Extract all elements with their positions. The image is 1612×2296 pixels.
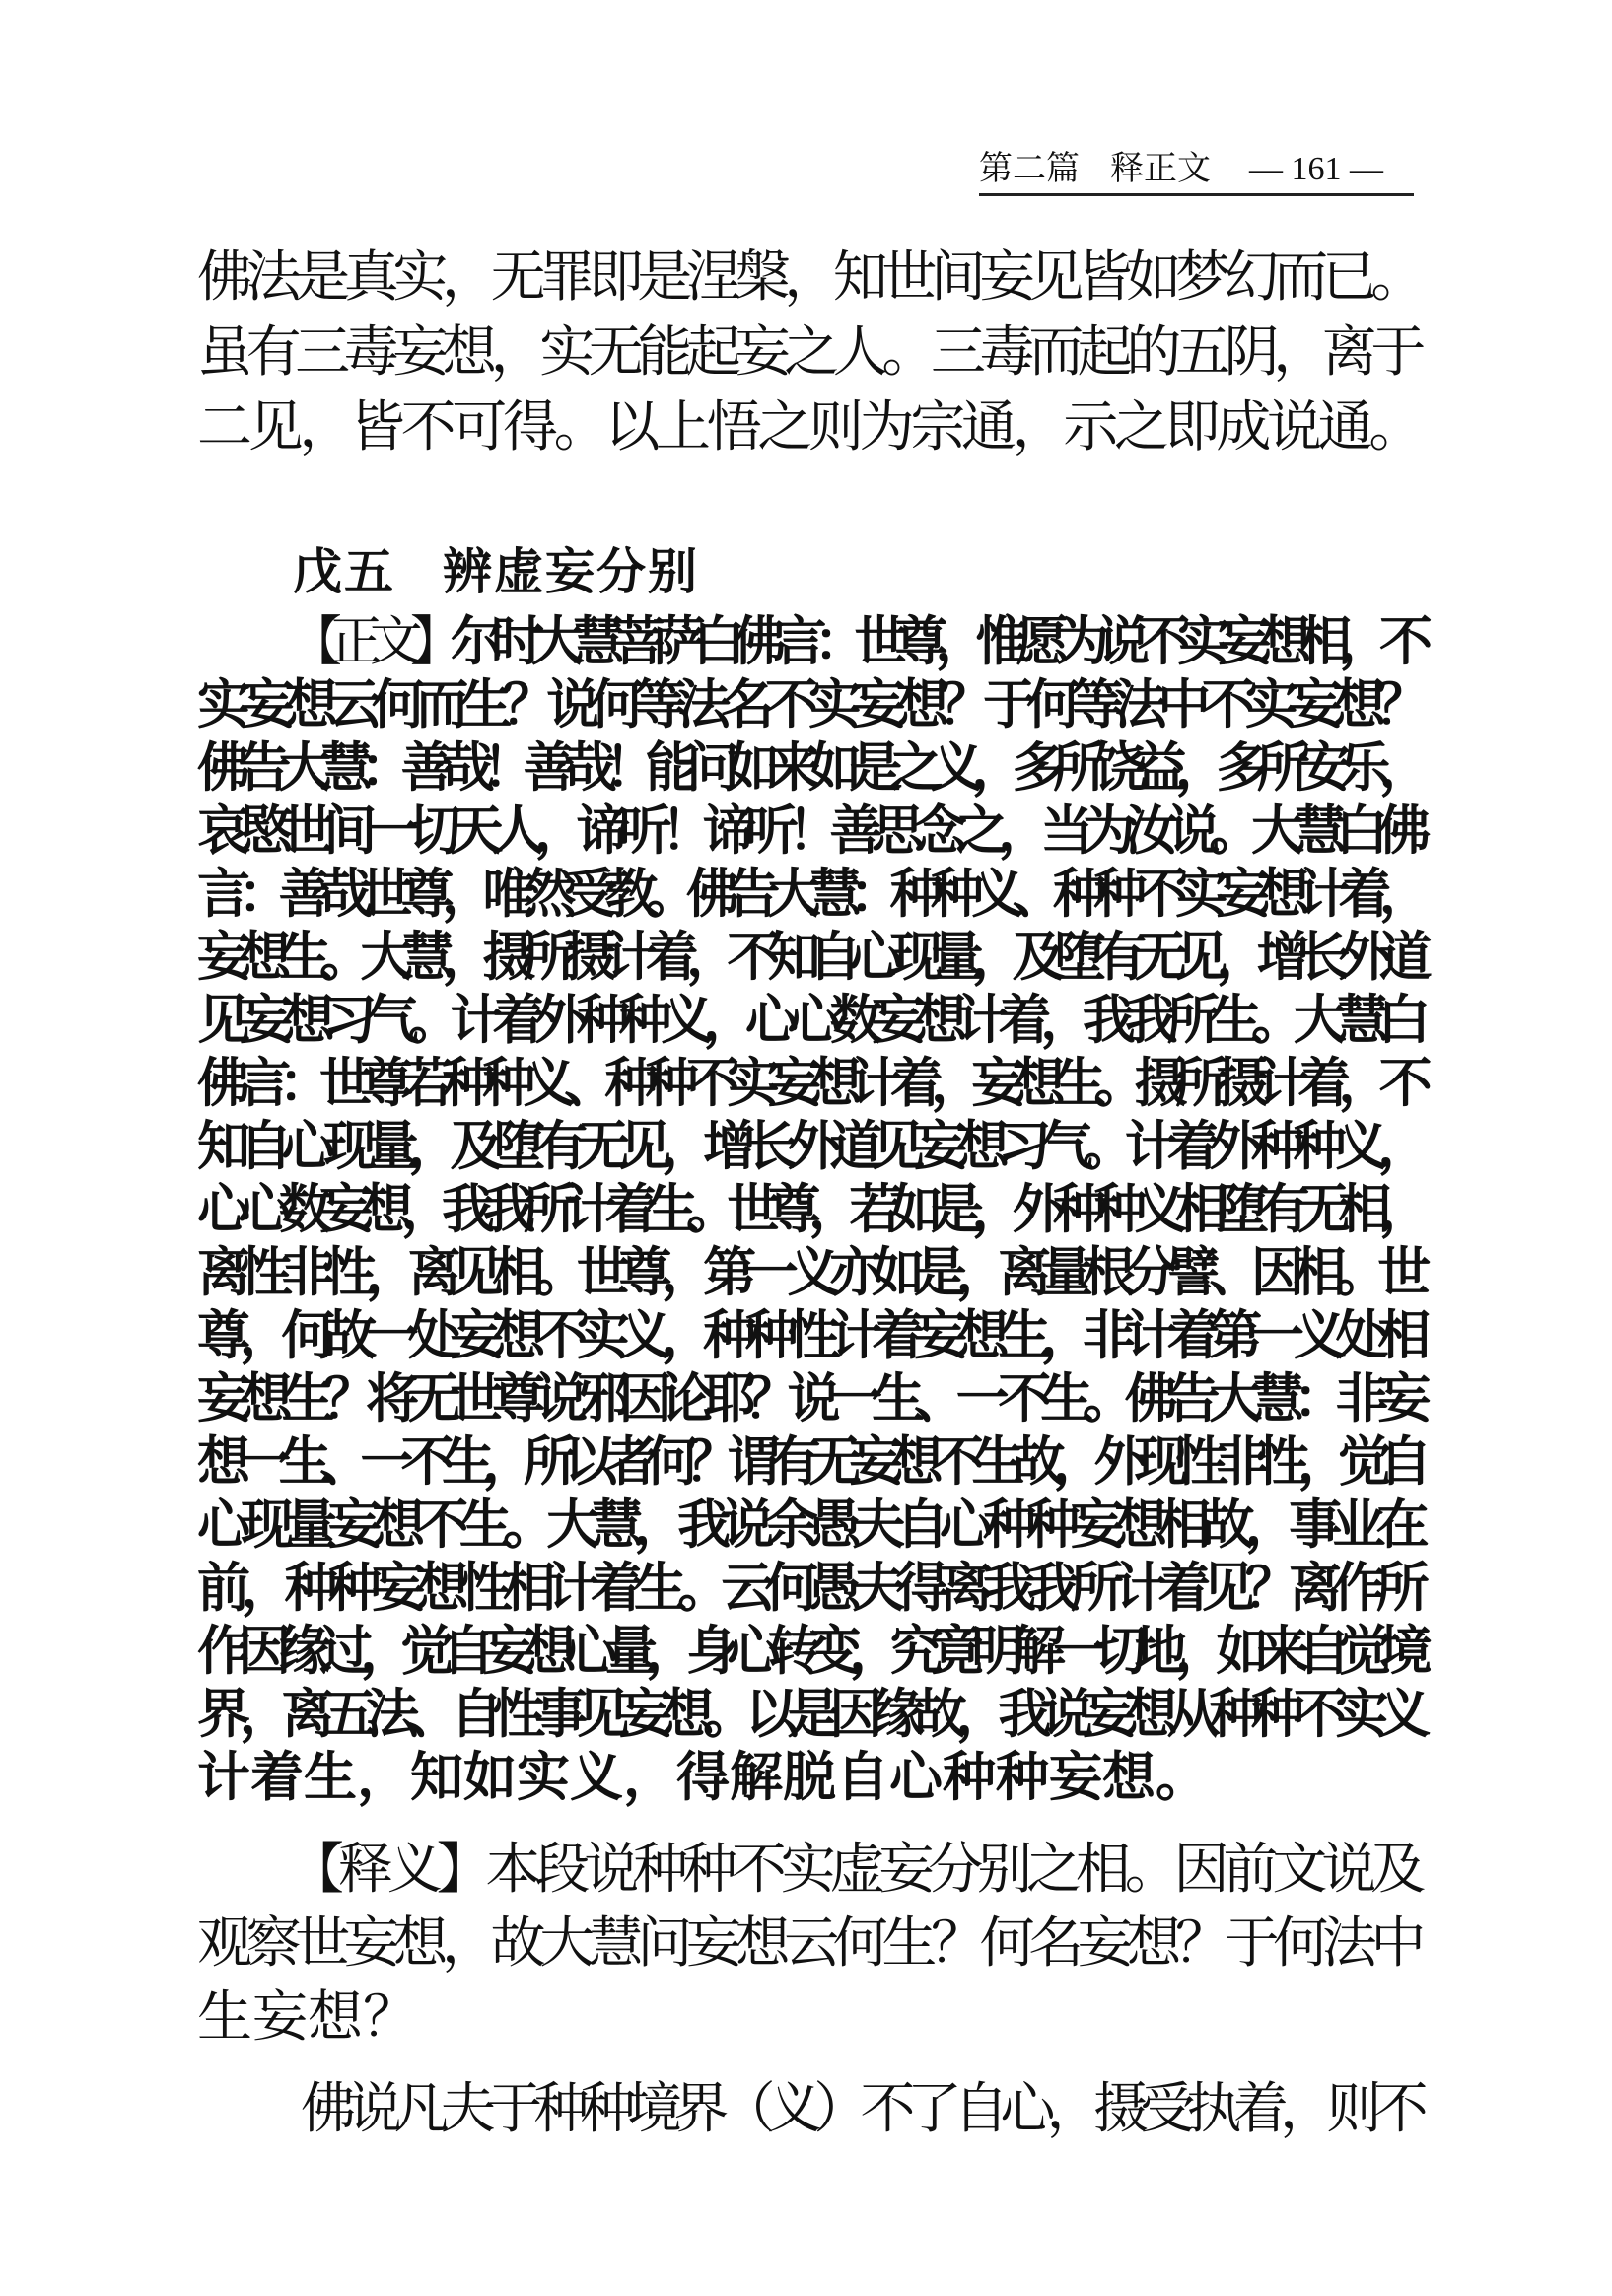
- page-number: — 161 —: [1249, 151, 1383, 187]
- text-line: [197, 1367, 1420, 1430]
- text-line: [197, 1178, 1420, 1241]
- line-text: 佛告大慧：善哉！善哉！能问如来如是之义，多所饶益，多所安乐，: [197, 736, 1420, 799]
- section-title: 辨虚妄分别: [443, 543, 699, 600]
- text-line: [197, 1115, 1420, 1178]
- line-text: 佛说凡夫于种种境界（义）不了自心，摄受执着，则不: [301, 2079, 1421, 2140]
- text-line: [197, 800, 1420, 863]
- text-line: [197, 736, 1420, 800]
- paragraph-1: [197, 241, 1420, 465]
- line-text: 佛言：世尊若种种义、种种不实妄想计着，妄想生。摄所摄计着，不: [197, 1052, 1420, 1114]
- line-text: 心现量妄想不生。大慧，我说余愚夫自心种种妄想相故，事业在: [197, 1494, 1420, 1556]
- text-line: [197, 1304, 1420, 1367]
- text-line: [197, 1908, 1420, 1982]
- line-text: 本段说种种不实虚妄分别之相。因前文说及: [485, 1840, 1421, 1901]
- line-text: 佛法是真实，无罪即是涅槃，知世间妄见皆如梦幻而已。: [197, 247, 1421, 309]
- line-text: 计着生，知如实义，得解脱自心种种妄想。: [197, 1746, 1209, 1808]
- text-line: [197, 1557, 1420, 1620]
- text-line: [197, 315, 1420, 390]
- text-line: [197, 2072, 1420, 2147]
- running-header: [979, 146, 1414, 196]
- line-text: 知自心现量，及堕有无见，增长外道见妄想习气。计着外种种义，: [197, 1115, 1420, 1177]
- line-text: 想一生、一不生，所以者何？谓有无妄想不生故，外现性非性，觉自: [197, 1430, 1420, 1493]
- line-text: 生妄想？: [197, 1987, 418, 2049]
- line-text: 尊，何故一处妄想不实义，种种性计着妄想生，非计着第一义处相: [197, 1304, 1420, 1366]
- header-chapter: 第二篇: [979, 151, 1080, 187]
- line-text: 妄想生？将无世尊说邪因论耶？说一生、一不生。佛告大慧：非妄: [197, 1367, 1420, 1429]
- text-line: [197, 1746, 1420, 1809]
- line-text: 前，种种妄想性相计着生。云何愚夫得离我我所计着见？离作所: [197, 1557, 1420, 1619]
- text-line: [197, 610, 1420, 673]
- line-text: 观察世妄想，故大慧问妄想云何生？何名妄想？于何法中: [197, 1913, 1421, 1975]
- paragraph-last: [197, 2072, 1420, 2147]
- line-text: 见妄想习气。计着外种种义，心心数妄想计着，我我所生。大慧白: [197, 989, 1420, 1051]
- section-tag: 【正文】: [289, 612, 451, 671]
- text-line: [197, 1683, 1420, 1746]
- line-text: 作因缘过，觉自妄想心量，身心转变，究竟明解一切地，如来自觉境: [197, 1620, 1420, 1682]
- text-line: [197, 390, 1420, 465]
- line-text: 言：善哉世尊，唯然受教。佛告大慧：种种义、种种不实妄想计着，: [197, 863, 1420, 925]
- text-line: [197, 673, 1420, 736]
- line-text: 离性非性，离见相。世尊，第一义亦如是，离量根分譬、因相。世: [197, 1241, 1420, 1303]
- text-line: [197, 1620, 1420, 1683]
- text-line: [197, 1430, 1420, 1494]
- text-line: [197, 863, 1420, 926]
- section-tag: 【释义】: [289, 1840, 486, 1901]
- text-line: [197, 926, 1420, 989]
- section-heading: [293, 537, 699, 606]
- text-line: [197, 1494, 1420, 1557]
- line-text: 二见，皆不可得。以上悟之则为宗通，示之即成说通。: [197, 397, 1421, 458]
- text-line: [197, 1052, 1420, 1115]
- text-line: [197, 989, 1420, 1052]
- commentary-text: [197, 1834, 1420, 2055]
- scripture-text: [197, 610, 1420, 1809]
- text-line: [197, 1834, 1420, 1908]
- line-text: 妄想生。大慧，摄所摄计着，不知自心现量，及堕有无见，增长外道: [197, 926, 1420, 988]
- line-text: 虽有三毒妄想，实无能起妄之人。三毒而起的五阴，离于: [197, 322, 1421, 383]
- header-section: 释正文: [1110, 151, 1211, 187]
- text-line: [197, 241, 1420, 315]
- line-text: 界，离五法、自性事见妄想。以是因缘故，我说妄想从种种不实义: [197, 1683, 1420, 1745]
- section-number: 戊五: [293, 543, 395, 600]
- line-text: 哀愍世间一切天人，谛听！谛听！善思念之，当为汝说。大慧白佛: [197, 800, 1420, 862]
- text-line: [197, 1982, 1420, 2055]
- text-line: [197, 1241, 1420, 1304]
- line-text: 心心数妄想，我我所计着生。世尊，若如是，外种种义相堕有无相，: [197, 1178, 1420, 1240]
- line-text: 尔时大慧菩萨白佛言：世尊，惟愿为说不实妄想相，不: [450, 610, 1421, 672]
- line-text: 实妄想云何而生？说何等法名不实妄想？于何等法中不实妄想？: [197, 673, 1420, 735]
